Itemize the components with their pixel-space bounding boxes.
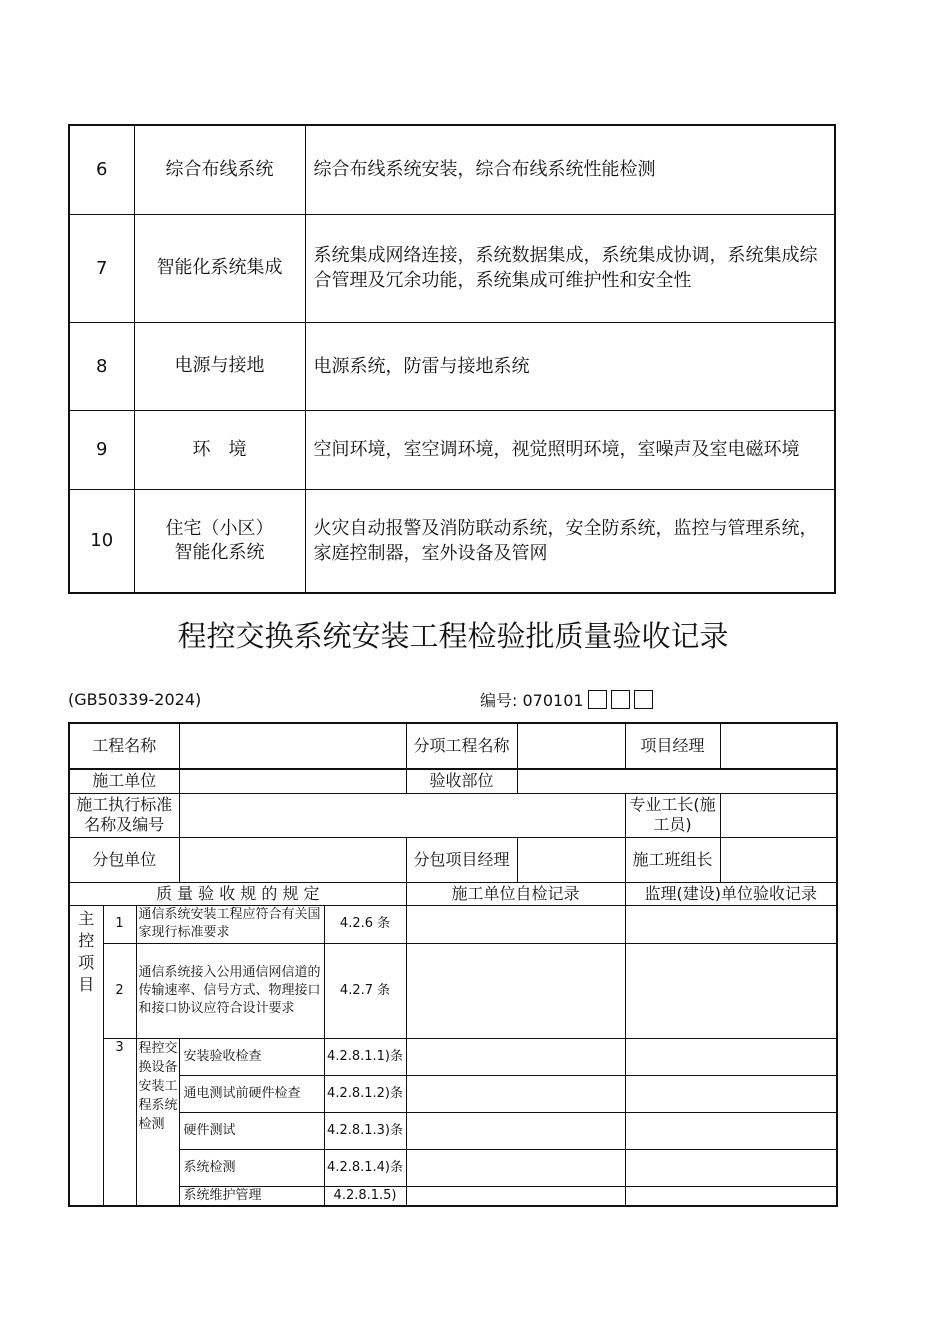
subsystem-content: 火灾自动报警及消防联动系统，安全防系统，监控与管理系统，家庭控制器，室外设备及管网 <box>305 489 835 593</box>
table-row <box>69 214 835 322</box>
subsystem-content: 空间环境，室空调环境，视觉照明环境，室噪声及室电磁环境 <box>305 410 835 489</box>
self-check-field[interactable] <box>406 1186 625 1206</box>
serial-label: 编号: 070101 <box>480 691 584 710</box>
self-check-field[interactable] <box>406 905 625 943</box>
row-number: 9 <box>69 410 134 489</box>
project-name-field[interactable] <box>179 723 406 769</box>
subitem-description: 安装验收检查 <box>179 1038 324 1075</box>
project-manager-label: 项目经理 <box>625 723 720 769</box>
document-title: 程控交换系统安装工程检验批质量验收记录 <box>177 619 729 653</box>
standard-name-label: 施工执行标准名称及编号 <box>69 793 179 837</box>
row-number: 8 <box>69 322 134 410</box>
subsystem-name: 住宅（小区）智能化系统 <box>134 489 305 593</box>
subsystem-content: 系统集成网络连接，系统数据集成，系统集成协调，系统集成综合管理及冗余功能，系统集成可维护性和安全性 <box>305 214 835 322</box>
standard-reference: (GB50339-2024) <box>68 690 202 709</box>
subsystem-name: 智能化系统集成 <box>134 214 305 322</box>
subitem-clause: 4.2.8.1.4)条 <box>324 1149 406 1186</box>
supervision-field[interactable] <box>625 1186 837 1206</box>
subcontractor-field[interactable] <box>179 837 406 882</box>
subsystem-name: 综合布线系统 <box>134 125 305 214</box>
subsystem-name: 环 境 <box>134 410 305 489</box>
row-number: 6 <box>69 125 134 214</box>
serial-digit-box[interactable] <box>634 690 653 709</box>
sub-project-name-label: 分项工程名称 <box>406 723 517 769</box>
self-check-field[interactable] <box>406 1075 625 1112</box>
supervision-field[interactable] <box>625 1075 837 1112</box>
header-row <box>69 769 837 793</box>
item-clause: 4.2.6 条 <box>324 905 406 943</box>
subsystem-name: 电源与接地 <box>134 322 305 410</box>
item-clause: 4.2.7 条 <box>324 943 406 1038</box>
subitem-clause: 4.2.8.1.3)条 <box>324 1112 406 1149</box>
row-number: 7 <box>69 214 134 322</box>
subitem-description: 系统检测 <box>179 1149 324 1186</box>
column-header-row <box>69 882 837 905</box>
header-row <box>69 723 837 769</box>
subsystem-content: 综合布线系统安装，综合布线系统性能检测 <box>305 125 835 214</box>
subsystem-content: 电源系统，防雷与接地系统 <box>305 322 835 410</box>
subitem-clause: 4.2.8.1.2)条 <box>324 1075 406 1112</box>
subitem-clause: 4.2.8.1.5) <box>324 1186 406 1206</box>
item-number: 3 <box>103 1038 136 1206</box>
subitem-description: 通电测试前硬件检查 <box>179 1075 324 1112</box>
subitem-description: 系统维护管理 <box>179 1186 324 1206</box>
header-row <box>69 837 837 882</box>
supervision-field[interactable] <box>625 1112 837 1149</box>
foreman-label: 专业工长(施工员) <box>625 793 720 837</box>
supervision-field[interactable] <box>625 905 837 943</box>
standard-name-field[interactable] <box>179 793 625 837</box>
acceptance-part-label: 验收部位 <box>406 769 517 793</box>
acceptance-part-field[interactable] <box>517 769 837 793</box>
supervision-field[interactable] <box>625 1038 837 1075</box>
project-manager-field[interactable] <box>720 723 837 769</box>
item-number: 2 <box>103 943 136 1038</box>
inspection-form <box>68 722 838 1207</box>
self-check-field[interactable] <box>406 1038 625 1075</box>
item-number: 1 <box>103 905 136 943</box>
serial-digit-box[interactable] <box>611 690 630 709</box>
table-row <box>69 125 835 214</box>
table-row <box>69 322 835 410</box>
item-description: 通信系统接入公用通信网信道的传输速率、信号方式、物理接口和接口协议应符合设计要求 <box>136 943 324 1038</box>
item-description: 通信系统安装工程应符合有关国家现行标准要求 <box>136 905 324 943</box>
foreman-field[interactable] <box>720 793 837 837</box>
item-group-label: 程控交换设备安装工程系统检测 <box>136 1038 179 1206</box>
row-number: 10 <box>69 489 134 593</box>
serial-number <box>480 688 653 711</box>
sub-project-manager-label: 分包项目经理 <box>406 837 517 882</box>
self-check-field[interactable] <box>406 1149 625 1186</box>
table-row <box>69 943 837 1038</box>
sub-project-manager-field[interactable] <box>517 837 625 882</box>
team-leader-field[interactable] <box>720 837 837 882</box>
construction-unit-label: 施工单位 <box>69 769 179 793</box>
team-leader-label: 施工班组长 <box>625 837 720 882</box>
self-check-column-header: 施工单位自检记录 <box>406 882 625 905</box>
self-check-field[interactable] <box>406 943 625 1038</box>
project-name-label: 工程名称 <box>69 723 179 769</box>
subcontractor-label: 分包单位 <box>69 837 179 882</box>
supervision-field[interactable] <box>625 1149 837 1186</box>
table-row <box>69 1186 837 1206</box>
sub-project-name-field[interactable] <box>517 723 625 769</box>
subitem-description: 硬件测试 <box>179 1112 324 1149</box>
table-row <box>69 1075 837 1112</box>
spec-column-header: 质 量 验 收 规 的 规 定 <box>69 882 406 905</box>
table-row <box>69 489 835 593</box>
main-control-label: 主控项目 <box>69 905 103 1206</box>
construction-unit-field[interactable] <box>179 769 406 793</box>
serial-digit-box[interactable] <box>588 690 607 709</box>
subitem-clause: 4.2.8.1.1)条 <box>324 1038 406 1075</box>
table-row <box>69 905 837 943</box>
supervision-field[interactable] <box>625 943 837 1038</box>
self-check-field[interactable] <box>406 1112 625 1149</box>
table-row <box>69 410 835 489</box>
table-row <box>69 1149 837 1186</box>
supervision-column-header: 监理(建设)单位验收记录 <box>625 882 837 905</box>
header-row <box>69 793 837 837</box>
scope-table <box>68 124 836 594</box>
table-row <box>69 1112 837 1149</box>
table-row <box>69 1038 837 1075</box>
